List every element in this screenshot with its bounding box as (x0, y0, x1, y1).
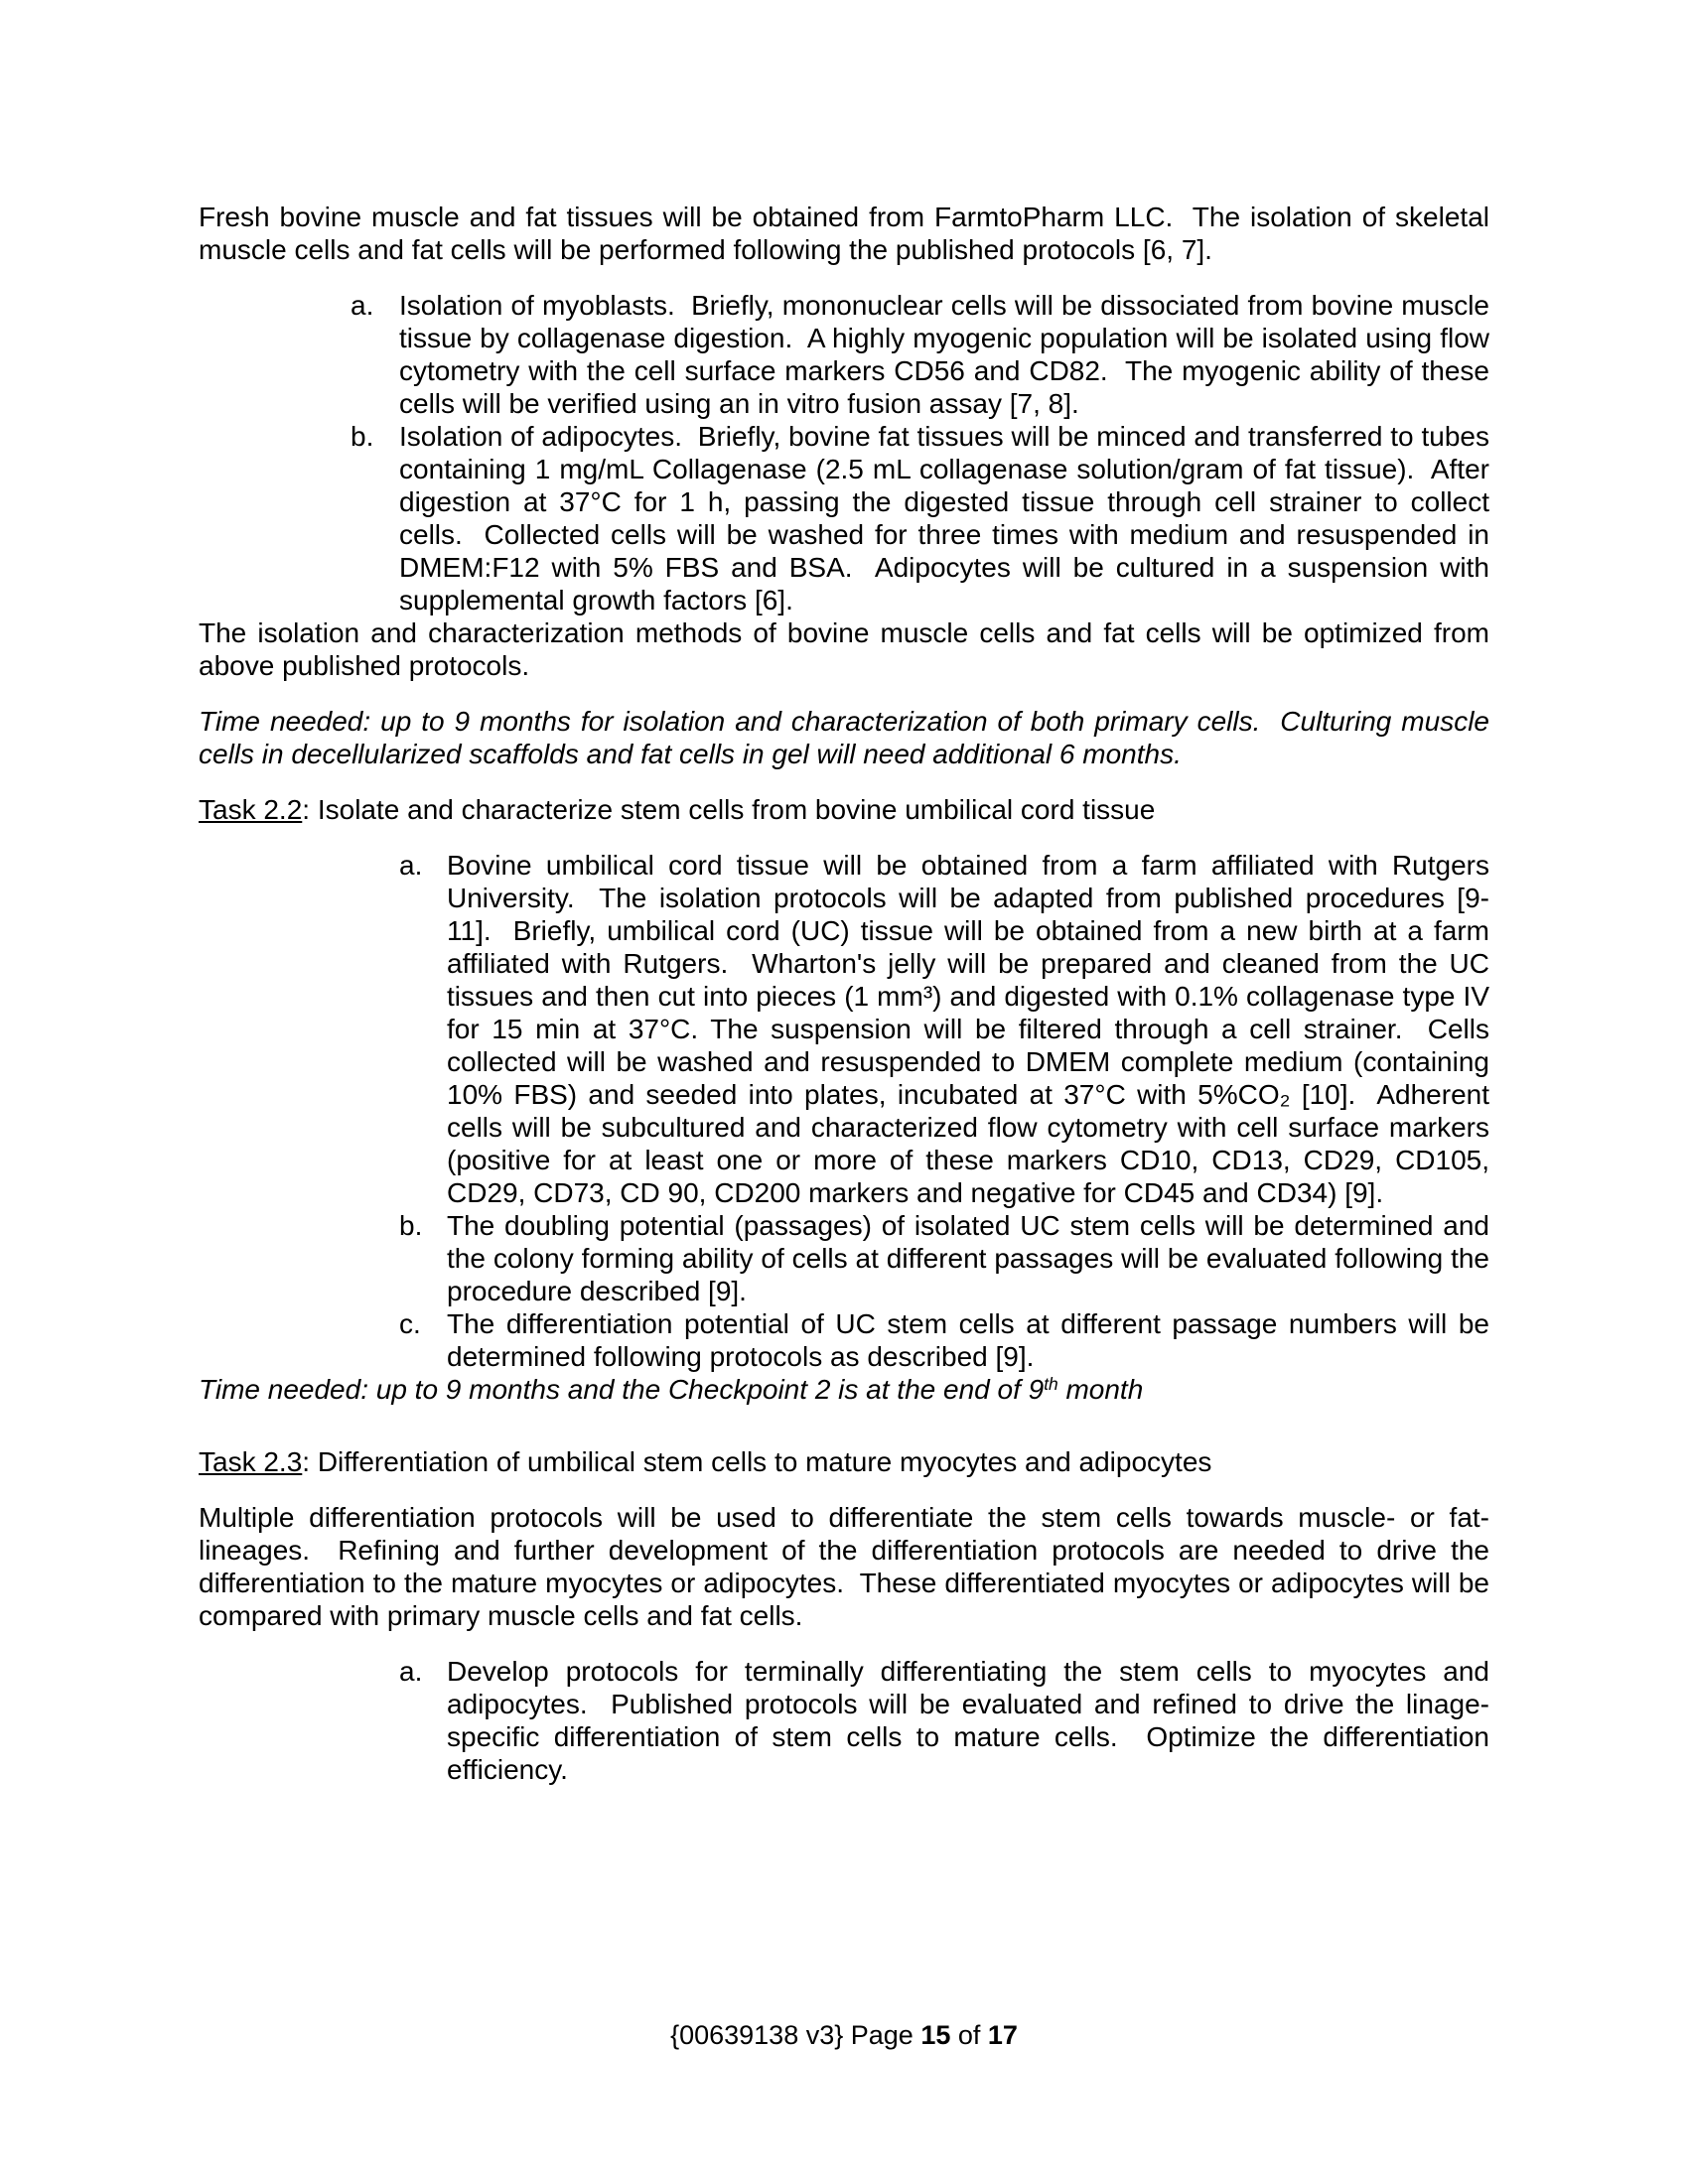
umbilical-stem-cell-list (199, 849, 1489, 1373)
task-2-2-heading (199, 793, 1489, 826)
footer-page-number: 15 (920, 2020, 951, 2050)
list-item-differentiation-potential (199, 1307, 1489, 1373)
task-2-2-title: : Isolate and characterize stem cells from bovine umbilical cord tissue (302, 794, 1156, 825)
footer-doc-id: {00639138 v3} Page (670, 2020, 921, 2050)
footer-total-pages: 17 (987, 2020, 1018, 2050)
task-2-2-label: Task 2.2 (199, 794, 303, 825)
task-2-3-heading (199, 1445, 1489, 1478)
time-needed-2-tail: month (1057, 1374, 1144, 1405)
list-item-text: Isolation of myoblasts. Briefly, mononuclear cells will be dissociated from bovine muscle tissue by collagenase digestion. A highly myogenic population will be isolated using flow cytometry with the cell surface markers CD56 and CD82. The myogenic ability of these cells will be verified using an in vitro fusion assay [7, 8]. (399, 290, 1489, 419)
list-item-text: Develop protocols for terminally differentiating the stem cells to myocytes and adipocytes. Published protocols will be evaluated and refined to drive the linage-specific differentiation of stem cells to mature cells. Optimize the differentiation efficiency. (447, 1656, 1489, 1785)
list-item-isolation-adipocytes (199, 420, 1489, 616)
primary-cell-isolation-list (199, 289, 1489, 616)
list-item-isolation-myoblasts (199, 289, 1489, 420)
differentiation-protocol-list (199, 1655, 1489, 1786)
list-marker-a: a. (351, 290, 374, 321)
list-item-text: The differentiation potential of UC stem cells at different passage numbers will be determined following protocols as described [9]. (447, 1308, 1489, 1372)
list-item-text: Isolation of adipocytes. Briefly, bovine fat tissues will be minced and transferred to tubes containing 1 mg/mL Collagenase (2.5 mL collagenase solution/gram of fat tissue). After digestion at 37°C for 1 h, passing the digested tissue through cell strainer to collect cells. Collected cells will be washed for three times with medium and resuspended in DMEM:F12 with 5% FBS and BSA. Adipocytes will be cultured in a suspension with supplemental growth factors [6]. (399, 421, 1489, 615)
list-item-doubling-potential (199, 1209, 1489, 1307)
list-item-text: The doubling potential (passages) of isolated UC stem cells will be determined and the colony forming ability of cells at different passages will be evaluated following the procedure described [9]. (447, 1210, 1489, 1306)
list-item-develop-protocols (199, 1655, 1489, 1786)
list-marker-b: b. (351, 421, 374, 452)
list-marker-a: a. (399, 1656, 423, 1687)
list-marker-a: a. (399, 850, 423, 881)
footer-of-text: of (950, 2020, 988, 2050)
optimization-paragraph: The isolation and characterization methods of bovine muscle cells and fat cells will be optimized from above published protocols. (199, 617, 1489, 681)
page-content (199, 201, 1489, 1786)
differentiation-intro-paragraph: Multiple differentiation protocols will be used to differentiate the stem cells towards muscle- or fat-lineages. Refining and further development of the differentiation protocols are needed to drive the differentiation to the mature myocytes or adipocytes. These differentiated myocytes or adipocytes will be compared with primary muscle cells and fat cells. (199, 1502, 1489, 1631)
task-2-3-title: : Differentiation of umbilical stem cells to mature myocytes and adipocytes (302, 1446, 1212, 1477)
task-2-3-label: Task 2.3 (199, 1446, 303, 1477)
list-item-text: Bovine umbilical cord tissue will be obtained from a farm affiliated with Rutgers University. The isolation protocols will be adapted from published procedures [9-11]. Briefly, umbilical cord (UC) tissue will be obtained from a new birth at a farm affiliated with Rutgers. Wharton's jelly will be prepared and cleaned from the UC tissues and then cut into pieces (1 mm³) and digested with 0.1% collagenase type IV for 15 min at 37°C. The suspension will be filtered through a cell strainer. Cells collected will be washed and resuspended to DMEM complete medium (containing 10% FBS) and seeded into plates, incubated at 37°C with 5%CO₂ [10]. Adherent cells will be subcultured and characterized flow cytometry with cell surface markers (positive for at least one or more of these markers CD10, CD13, CD29, CD105, CD29, CD73, CD 90, CD200 markers and negative for CD45 and CD34) [9]. (447, 850, 1489, 1208)
list-marker-c: c. (399, 1308, 421, 1339)
list-marker-b: b. (399, 1210, 423, 1241)
ordinal-superscript: th (1044, 1374, 1058, 1395)
intro-paragraph: Fresh bovine muscle and fat tissues will be obtained from FarmtoPharm LLC. The isolation of skeletal muscle cells and fat cells will be performed following the published protocols [6, 7]. (199, 202, 1489, 265)
list-item-uc-isolation (199, 849, 1489, 1209)
time-needed-paragraph-2 (199, 1373, 1489, 1406)
page-footer (199, 2019, 1489, 2051)
time-needed-paragraph-1: Time needed: up to 9 months for isolation and characterization of both primary cells. Culturing muscle cells in decellularized scaffolds and fat cells in gel will need additional 6 months. (199, 706, 1489, 769)
time-needed-2-text: Time needed: up to 9 months and the Checkpoint 2 is at the end of 9 (199, 1374, 1045, 1405)
